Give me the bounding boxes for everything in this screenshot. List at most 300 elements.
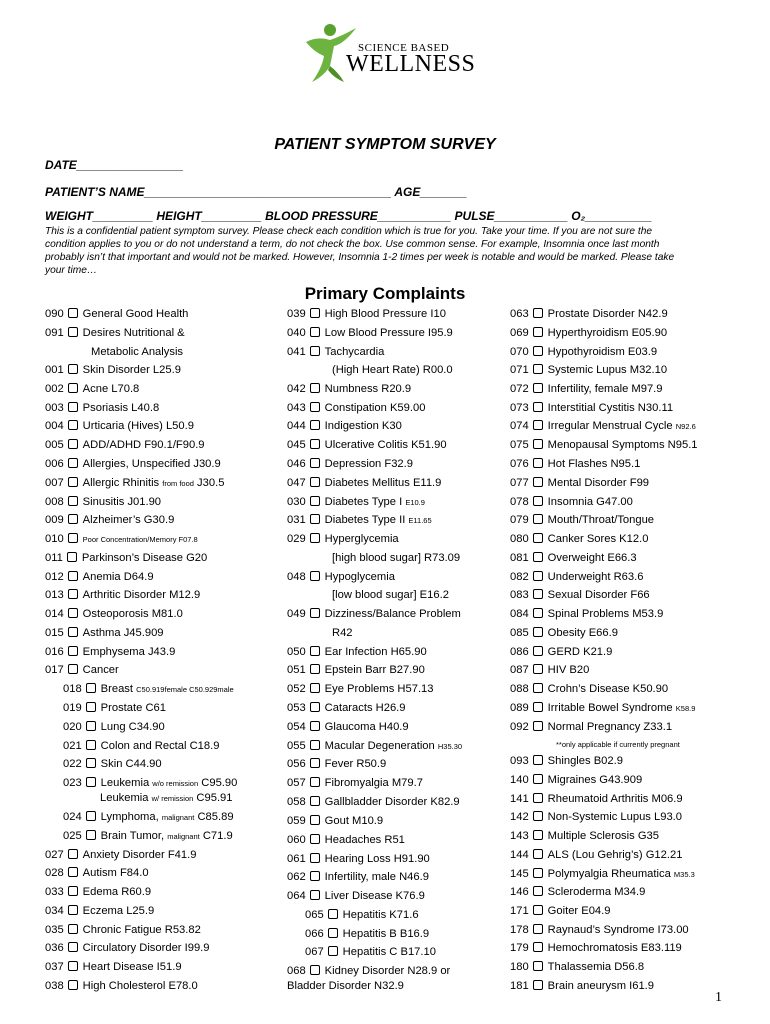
symptom-note: C50.919female C50.929male [136, 685, 234, 694]
symptom-item[interactable] [510, 514, 654, 527]
symptom-checkbox[interactable] [310, 834, 320, 844]
symptom-code: 029 [287, 533, 306, 545]
symptom-code: 079 [510, 514, 529, 526]
symptom-label: Scleroderma M34.9 [547, 886, 646, 898]
symptom-checkbox[interactable] [328, 909, 338, 919]
symptom-checkbox[interactable] [68, 496, 78, 506]
symptom-checkbox[interactable] [533, 533, 543, 543]
symptom-label: Low Blood Pressure I95.9 [324, 327, 453, 339]
symptom-code: 084 [510, 608, 529, 620]
symptom-label: Colon and Rectal C18.9 [100, 740, 220, 752]
symptom-note: H35.30 [437, 742, 463, 751]
symptom-code: 017 [45, 664, 64, 676]
symptom-code: 021 [63, 740, 82, 752]
symptom-checkbox[interactable] [310, 439, 320, 449]
symptom-item[interactable] [510, 402, 673, 415]
symptom-checkbox[interactable] [533, 755, 543, 765]
symptom-checkbox[interactable] [68, 383, 78, 393]
symptom-item[interactable] [510, 308, 668, 321]
symptom-code: 033 [45, 886, 64, 898]
symptom-item[interactable] [287, 402, 425, 415]
symptom-label: Hepatitis C B17.10 [342, 946, 436, 958]
symptom-checkbox[interactable] [328, 946, 338, 956]
symptom-checkbox[interactable] [533, 849, 543, 859]
symptom-item[interactable] [287, 477, 441, 490]
symptom-code: 041 [287, 346, 306, 358]
symptom-checkbox[interactable] [86, 683, 96, 693]
symptom-item[interactable] [510, 924, 689, 937]
symptom-checkbox[interactable] [533, 308, 543, 318]
symptom-item[interactable] [510, 886, 645, 899]
symptom-code: 037 [45, 961, 64, 973]
symptom-item[interactable] [287, 514, 432, 527]
symptom-label: Brain aneurysm I61.9 [547, 980, 655, 992]
symptom-checkbox[interactable] [310, 853, 320, 863]
symptom-item[interactable] [287, 608, 461, 621]
symptom-checkbox[interactable] [533, 793, 543, 803]
symptom-item[interactable] [287, 327, 453, 340]
symptom-checkbox[interactable] [533, 980, 543, 990]
symptom-checkbox[interactable] [68, 420, 78, 430]
symptom-item[interactable] [510, 905, 610, 918]
symptom-label: Polymyalgia Rheumatica [547, 868, 674, 880]
symptom-checkbox[interactable] [310, 458, 320, 468]
symptom-checkbox[interactable] [86, 740, 96, 750]
symptom-item[interactable] [45, 924, 201, 937]
symptom-checkbox[interactable] [310, 965, 320, 975]
symptom-item[interactable] [45, 664, 119, 677]
symptom-item[interactable] [287, 871, 429, 884]
symptom-code: 052 [287, 683, 306, 695]
symptom-item[interactable] [287, 439, 447, 452]
symptom-checkbox[interactable] [533, 571, 543, 581]
symptom-checkbox[interactable] [310, 308, 320, 318]
symptom-item[interactable] [510, 571, 643, 584]
symptom-label: Gout M10.9 [324, 815, 384, 827]
symptom-checkbox[interactable] [310, 721, 320, 731]
symptom-code: 081 [510, 552, 529, 564]
symptom-code: 082 [510, 571, 529, 583]
symptom-item[interactable] [510, 980, 654, 993]
symptom-item[interactable] [45, 514, 174, 527]
symptom-checkbox[interactable] [533, 364, 543, 374]
symptom-label: Depression F32.9 [324, 458, 413, 470]
name-age-field[interactable]: PATIENT’S NAME_____________________________________ AGE_______ [45, 185, 468, 199]
symptom-checkbox[interactable] [68, 627, 78, 637]
symptom-item[interactable] [510, 868, 695, 881]
symptom-item[interactable] [510, 346, 657, 359]
symptom-item[interactable] [287, 571, 395, 584]
symptom-item[interactable] [45, 942, 210, 955]
symptom-item[interactable] [45, 961, 182, 974]
symptom-item[interactable] [510, 755, 623, 768]
symptom-checkbox[interactable] [310, 740, 320, 750]
symptom-checkbox[interactable] [533, 477, 543, 487]
symptom-label: Brain Tumor, [100, 830, 168, 842]
symptom-item[interactable] [287, 834, 405, 847]
symptom-item[interactable] [45, 608, 183, 621]
symptom-item[interactable] [287, 721, 409, 734]
symptom-checkbox[interactable] [310, 496, 320, 506]
symptom-item[interactable] [45, 327, 185, 340]
symptom-code: 141 [510, 793, 529, 805]
symptom-item[interactable] [510, 458, 640, 471]
symptom-item[interactable] [287, 496, 425, 509]
symptom-code: 018 [63, 683, 82, 695]
symptom-checkbox[interactable] [533, 458, 543, 468]
symptom-item[interactable] [510, 664, 589, 677]
symptom-checkbox[interactable] [533, 868, 543, 878]
symptom-item[interactable] [287, 815, 383, 828]
symptom-checkbox[interactable] [68, 402, 78, 412]
symptom-code: 055 [287, 740, 306, 752]
symptom-checkbox[interactable] [533, 627, 543, 637]
symptom-checkbox[interactable] [533, 811, 543, 821]
symptom-checkbox[interactable] [68, 458, 78, 468]
symptom-checkbox[interactable] [533, 905, 543, 915]
symptom-code-suffix: C95.90 [198, 777, 238, 789]
symptom-checkbox[interactable] [68, 514, 78, 524]
symptom-checkbox[interactable] [310, 871, 320, 881]
symptom-item[interactable] [510, 721, 672, 734]
symptom-label: Indigestion K30 [324, 420, 402, 432]
symptom-checkbox[interactable] [68, 571, 78, 581]
symptom-item[interactable] [63, 777, 237, 790]
symptom-code: 047 [287, 477, 306, 489]
symptom-checkbox[interactable] [68, 980, 78, 990]
symptom-item[interactable] [510, 533, 648, 546]
symptom-label: Thalassemia D56.8 [547, 961, 645, 973]
symptom-checkbox[interactable] [68, 364, 78, 374]
symptom-checkbox[interactable] [533, 646, 543, 656]
symptom-checkbox[interactable] [310, 608, 320, 618]
symptom-item[interactable] [510, 942, 682, 955]
symptom-label: Asthma J45.909 [82, 627, 164, 639]
symptom-item[interactable] [510, 646, 612, 659]
symptom-item[interactable] [510, 364, 667, 377]
symptom-code: 145 [510, 868, 529, 880]
symptom-item[interactable] [510, 552, 637, 565]
symptom-checkbox[interactable] [310, 815, 320, 825]
symptom-item[interactable] [45, 364, 181, 377]
symptom-checkbox[interactable] [67, 552, 77, 562]
symptom-item[interactable] [45, 589, 200, 602]
symptom-label: Canker Sores K12.0 [547, 533, 649, 545]
symptom-code: 058 [287, 796, 306, 808]
symptom-item[interactable] [45, 886, 151, 899]
symptom-code: 067 [305, 946, 324, 958]
symptom-item[interactable] [510, 793, 683, 806]
symptom-checkbox[interactable] [533, 402, 543, 412]
symptom-item[interactable] [305, 946, 436, 959]
symptom-item[interactable] [287, 758, 386, 771]
symptom-checkbox[interactable] [68, 664, 78, 674]
symptom-item[interactable] [305, 909, 419, 922]
symptom-item[interactable] [45, 402, 159, 415]
symptom-note: **only applicable if currently pregnant [556, 740, 680, 749]
symptom-item[interactable] [510, 608, 663, 621]
symptom-item[interactable] [287, 383, 411, 396]
symptom-label: Edema R60.9 [82, 886, 152, 898]
symptom-item[interactable] [45, 533, 198, 546]
symptom-checkbox[interactable] [310, 777, 320, 787]
symptom-checkbox[interactable] [68, 308, 78, 318]
symptom-checkbox[interactable] [533, 327, 543, 337]
symptom-checkbox[interactable] [68, 533, 78, 543]
symptom-item[interactable] [63, 702, 166, 715]
symptom-label: Bladder Disorder N32.9 [287, 980, 404, 992]
symptom-label: Urticaria (Hives) L50.9 [82, 420, 194, 432]
symptom-checkbox[interactable] [533, 589, 543, 599]
symptom-item[interactable] [287, 308, 446, 321]
symptom-item[interactable] [510, 702, 695, 715]
symptom-item[interactable] [510, 961, 644, 974]
symptom-checkbox[interactable] [68, 589, 78, 599]
symptom-checkbox[interactable] [310, 890, 320, 900]
symptom-item[interactable] [510, 683, 668, 696]
symptom-label: Eye Problems H57.13 [324, 683, 434, 695]
symptom-item[interactable] [287, 458, 413, 471]
symptom-checkbox[interactable] [68, 924, 78, 934]
symptom-code: 078 [510, 496, 529, 508]
symptom-label: Prostate Disorder N42.9 [547, 308, 668, 320]
symptom-code: 006 [45, 458, 64, 470]
symptom-checkbox[interactable] [533, 608, 543, 618]
symptom-label: Epstein Barr B27.90 [324, 664, 425, 676]
symptom-item[interactable] [45, 496, 161, 509]
symptom-item[interactable] [63, 721, 165, 734]
symptom-checkbox[interactable] [533, 496, 543, 506]
symptom-label: Acne L70.8 [82, 383, 140, 395]
symptom-checkbox[interactable] [86, 777, 96, 787]
symptom-checkbox[interactable] [533, 961, 543, 971]
symptom-item[interactable] [287, 683, 434, 696]
symptom-label: Sinusitis J01.90 [82, 496, 162, 508]
symptom-code: 071 [510, 364, 529, 376]
symptom-checkbox[interactable] [68, 608, 78, 618]
symptom-code: 045 [287, 439, 306, 451]
symptom-item[interactable] [287, 646, 427, 659]
symptom-checkbox[interactable] [68, 905, 78, 915]
symptom-label: Heart Disease I51.9 [82, 961, 182, 973]
symptom-code: 025 [63, 830, 82, 842]
symptom-item[interactable] [287, 777, 423, 790]
symptom-checkbox[interactable] [310, 383, 320, 393]
symptom-item[interactable] [45, 383, 139, 396]
symptom-item [556, 738, 680, 751]
symptom-checkbox[interactable] [310, 664, 320, 674]
symptom-label: Hypoglycemia [324, 571, 395, 583]
symptom-checkbox[interactable] [310, 758, 320, 768]
symptom-item[interactable] [63, 830, 233, 843]
symptom-item[interactable] [510, 477, 649, 490]
symptom-item[interactable] [287, 740, 462, 753]
symptom-note: Poor Concentration/Memory F07.8 [82, 535, 198, 544]
symptom-checkbox[interactable] [533, 830, 543, 840]
symptom-item[interactable] [510, 327, 667, 340]
symptom-item[interactable] [45, 308, 188, 321]
symptom-item[interactable] [510, 627, 618, 640]
symptom-checkbox[interactable] [310, 514, 320, 524]
symptom-checkbox[interactable] [310, 402, 320, 412]
symptom-label: Chronic Fatigue R53.82 [82, 924, 201, 936]
symptom-checkbox[interactable] [533, 942, 543, 952]
symptom-code: 027 [45, 849, 64, 861]
symptom-item[interactable] [510, 439, 698, 452]
symptom-checkbox[interactable] [533, 683, 543, 693]
symptom-item[interactable] [45, 458, 221, 471]
symptom-checkbox[interactable] [68, 867, 78, 877]
symptom-item[interactable] [45, 552, 207, 565]
symptom-checkbox[interactable] [310, 683, 320, 693]
symptom-item[interactable] [63, 683, 234, 696]
symptom-checkbox[interactable] [310, 420, 320, 430]
symptom-note: M35.3 [673, 870, 695, 879]
section-title: Primary Complaints [304, 284, 466, 303]
symptom-checkbox[interactable] [86, 830, 96, 840]
symptom-code: 022 [63, 758, 82, 770]
symptom-label: Ear Infection H65.90 [324, 646, 427, 658]
symptom-item[interactable] [287, 420, 402, 433]
symptom-item[interactable] [63, 740, 219, 753]
symptom-code: 143 [510, 830, 529, 842]
symptom-checkbox[interactable] [86, 702, 96, 712]
symptom-code: 014 [45, 608, 64, 620]
symptom-code: 001 [45, 364, 64, 376]
symptom-item[interactable] [45, 849, 196, 862]
symptom-item[interactable] [45, 980, 198, 993]
symptom-item[interactable] [45, 905, 154, 918]
symptom-item[interactable] [510, 774, 642, 787]
symptom-checkbox[interactable] [533, 664, 543, 674]
symptom-label: Cancer [82, 664, 119, 676]
symptom-checkbox[interactable] [533, 420, 543, 430]
symptom-checkbox[interactable] [533, 439, 543, 449]
symptom-item[interactable] [45, 867, 149, 880]
symptom-item[interactable] [287, 796, 460, 809]
symptom-label: Parkinson’s Disease G20 [81, 552, 208, 564]
symptom-checkbox[interactable] [310, 477, 320, 487]
symptom-checkbox[interactable] [68, 849, 78, 859]
symptom-checkbox[interactable] [68, 439, 78, 449]
symptom-item[interactable] [287, 664, 425, 677]
symptom-label: Kidney Disorder N28.9 or [324, 965, 451, 977]
symptom-item[interactable] [45, 627, 164, 640]
symptom-code: 073 [510, 402, 529, 414]
symptom-item[interactable] [287, 702, 406, 715]
vitals-field[interactable]: WEIGHT_________ HEIGHT_________ BLOOD PRESSURE___________ PULSE___________ O₂__________ [45, 209, 652, 223]
symptom-checkbox[interactable] [328, 928, 338, 938]
symptom-item[interactable] [45, 571, 154, 584]
symptom-checkbox[interactable] [533, 514, 543, 524]
symptom-checkbox[interactable] [86, 811, 96, 821]
symptom-checkbox[interactable] [310, 571, 320, 581]
symptom-checkbox[interactable] [310, 796, 320, 806]
symptom-item[interactable] [510, 496, 633, 509]
symptom-label: Hot Flashes N95.1 [547, 458, 641, 470]
symptom-checkbox[interactable] [533, 702, 543, 712]
symptom-item[interactable] [63, 811, 234, 824]
symptom-checkbox[interactable] [310, 646, 320, 656]
symptom-checkbox[interactable] [68, 646, 78, 656]
symptom-checkbox[interactable] [310, 702, 320, 712]
symptom-checkbox[interactable] [310, 327, 320, 337]
symptom-checkbox[interactable] [533, 346, 543, 356]
symptom-label: Migraines G43.909 [547, 774, 643, 786]
symptom-code-suffix: C71.9 [199, 830, 233, 842]
symptom-checkbox[interactable] [533, 721, 543, 731]
symptom-checkbox[interactable] [68, 327, 78, 337]
symptom-item [91, 346, 183, 359]
symptom-checkbox[interactable] [533, 924, 543, 934]
symptom-checkbox[interactable] [68, 477, 78, 487]
symptom-checkbox[interactable] [68, 886, 78, 896]
symptom-item[interactable] [510, 830, 659, 843]
symptom-item[interactable] [510, 420, 696, 433]
symptom-note: K58.9 [675, 704, 696, 713]
symptom-item[interactable] [63, 758, 162, 771]
symptom-checkbox[interactable] [533, 383, 543, 393]
symptom-label: Hearing Loss H91.90 [324, 853, 430, 865]
symptom-code: 049 [287, 608, 306, 620]
symptom-code: 044 [287, 420, 306, 432]
symptom-item[interactable] [45, 439, 205, 452]
symptom-checkbox[interactable] [533, 774, 543, 784]
symptom-item[interactable] [287, 890, 425, 903]
symptom-item[interactable] [287, 533, 399, 546]
symptom-label: Systemic Lupus M32.10 [547, 364, 668, 376]
symptom-item[interactable] [305, 928, 429, 941]
symptom-checkbox[interactable] [86, 721, 96, 731]
symptom-code: 019 [63, 702, 82, 714]
date-field[interactable]: DATE________________ [45, 158, 184, 172]
symptom-note: from food [162, 479, 194, 488]
symptom-label: Hepatitis B B16.9 [342, 928, 430, 940]
symptom-code: 012 [45, 571, 64, 583]
symptom-checkbox[interactable] [310, 346, 320, 356]
symptom-item[interactable] [510, 811, 682, 824]
symptom-item[interactable] [287, 346, 384, 359]
symptom-label: Underweight R63.6 [547, 571, 644, 583]
symptom-label: Leukemia [100, 792, 152, 804]
symptom-item[interactable] [287, 965, 450, 978]
symptom-code: 091 [45, 327, 64, 339]
symptom-label: HIV B20 [547, 664, 590, 676]
symptom-item[interactable] [45, 646, 175, 659]
symptom-item[interactable] [287, 853, 430, 866]
symptom-checkbox[interactable] [68, 942, 78, 952]
symptom-item[interactable] [510, 383, 663, 396]
symptom-label: Eczema L25.9 [82, 905, 155, 917]
symptom-item[interactable] [45, 420, 194, 433]
symptom-label: Hypothyroidism E03.9 [547, 346, 658, 358]
symptom-label: Leukemia [100, 777, 153, 789]
symptom-checkbox[interactable] [310, 533, 320, 543]
symptom-checkbox[interactable] [533, 886, 543, 896]
symptom-item[interactable] [45, 477, 224, 490]
symptom-label: Desires Nutritional & [82, 327, 185, 339]
symptom-code: 171 [510, 905, 529, 917]
symptom-label: GERD K21.9 [547, 646, 613, 658]
symptom-checkbox[interactable] [86, 758, 96, 768]
symptom-item[interactable] [510, 589, 650, 602]
symptom-item [332, 589, 449, 602]
symptom-item[interactable] [510, 849, 682, 862]
symptom-checkbox[interactable] [533, 552, 543, 562]
symptom-checkbox[interactable] [68, 961, 78, 971]
symptom-label: Osteoporosis M81.0 [82, 608, 183, 620]
symptom-label: Allergic Rhinitis [82, 477, 163, 489]
